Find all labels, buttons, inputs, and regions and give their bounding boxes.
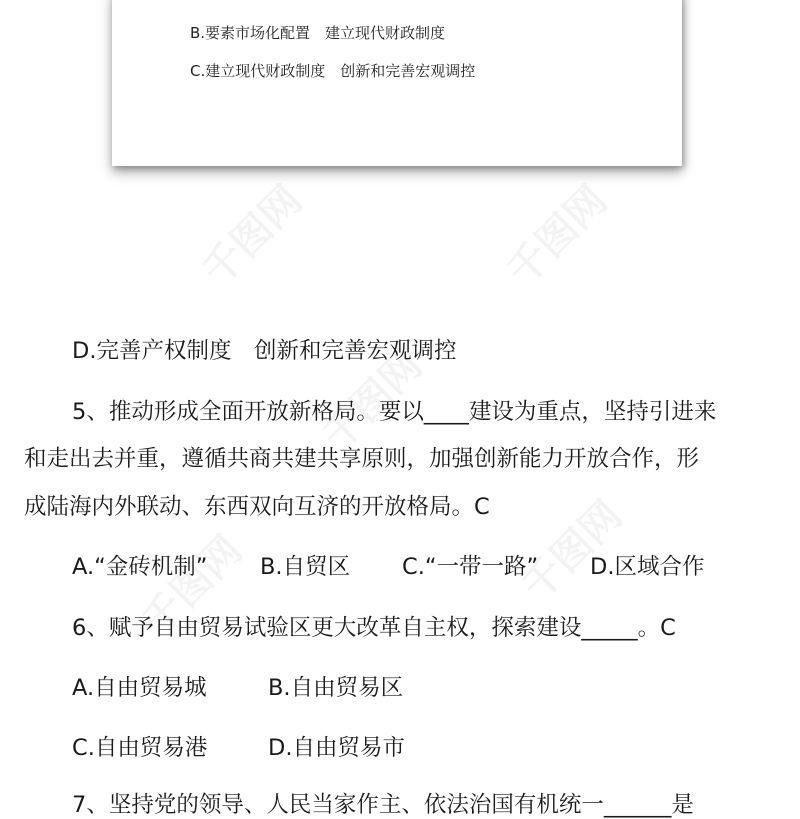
option-d-previous: D.完善产权制度 创新和完善宏观调控: [72, 338, 457, 364]
q5-option-c: C.“一带一路”: [402, 554, 539, 580]
q5-option-b: B.自贸区: [260, 554, 351, 580]
q6-option-d: D.自由贸易市: [268, 735, 405, 761]
card-option-c: C.建立现代财政制度 创新和完善宏观调控: [190, 62, 476, 80]
watermark: [492, 171, 617, 296]
question-5-line-1: 5、推动形成全面开放新格局。要以____建设为重点，坚持引进来: [72, 399, 717, 425]
question-7-partial: 7、坚持党的领导、人民当家作主、依法治国有机统一______是: [72, 792, 694, 818]
question-5-line-2: 和走出去并重，遵循共商共建共享原则，加强创新能力开放合作，形: [24, 446, 700, 472]
watermark: [187, 171, 312, 296]
quote-card: [112, 0, 682, 166]
q6-option-a: A.自由贸易城: [72, 675, 207, 701]
q6-option-b: B.自由贸易区: [268, 675, 404, 701]
card-option-b: B.要素市场化配置 建立现代财政制度: [190, 24, 446, 42]
question-6-line-1: 6、赋予自由贸易试验区更大改革自主权，探索建设_____。C: [72, 615, 676, 641]
question-5-line-3: 成陆海内外联动、东西双向互济的开放格局。C: [24, 494, 490, 520]
q5-option-a: A.“金砖机制”: [72, 554, 208, 580]
q6-option-c: C.自由贸易港: [72, 735, 208, 761]
q5-option-d: D.区域合作: [590, 554, 705, 580]
